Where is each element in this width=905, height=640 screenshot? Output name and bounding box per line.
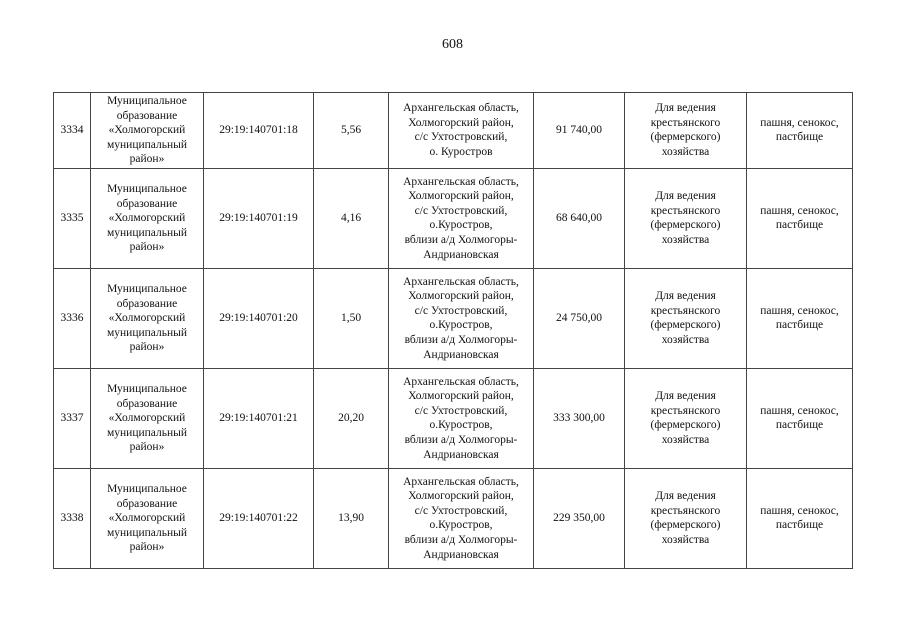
land-type-cell: пашня, сенокос, пастбище [747,93,853,169]
table-row [54,93,853,169]
address-cell: Архангельская область, Холмогорский район, с/с Ухтостровский, о.Куростров, вблизи а/д Холмогоры- Андриановская [389,168,534,268]
row-number-cell: 3336 [54,268,91,368]
land-type-cell: пашня, сенокос, пастбище [747,268,853,368]
row-number-cell: 3334 [54,93,91,169]
price-cell: 24 750,00 [534,268,625,368]
area-cell: 4,16 [314,168,389,268]
price-cell: 333 300,00 [534,368,625,468]
land-type-cell: пашня, сенокос, пастбище [747,368,853,468]
table-row [54,468,853,568]
owner-cell: Муниципальное образование «Холмогорский муниципальный район» [91,468,204,568]
land-type-cell: пашня, сенокос, пастбище [747,168,853,268]
owner-cell: Муниципальное образование «Холмогорский муниципальный район» [91,168,204,268]
table-row [54,368,853,468]
permitted-use-cell: Для ведения крестьянского (фермерского) хозяйства [625,268,747,368]
land-plots-table [53,92,853,569]
table-row [54,168,853,268]
owner-cell: Муниципальное образование «Холмогорский муниципальный район» [91,368,204,468]
cadastral-number-cell: 29:19:140701:20 [204,268,314,368]
table-row [54,268,853,368]
cadastral-number-cell: 29:19:140701:22 [204,468,314,568]
address-cell: Архангельская область, Холмогорский район, с/с Ухтостровский, о. Куростров [389,93,534,169]
address-cell: Архангельская область, Холмогорский район, с/с Ухтостровский, о.Куростров, вблизи а/д Холмогоры- Андриановская [389,368,534,468]
permitted-use-cell: Для ведения крестьянского (фермерского) хозяйства [625,368,747,468]
row-number-cell: 3338 [54,468,91,568]
owner-cell: Муниципальное образование «Холмогорский муниципальный район» [91,93,204,169]
page-number: 608 [442,37,463,52]
row-number-cell: 3337 [54,368,91,468]
address-cell: Архангельская область, Холмогорский район, с/с Ухтостровский, о.Куростров, вблизи а/д Холмогоры- Андриановская [389,268,534,368]
permitted-use-cell: Для ведения крестьянского (фермерского) хозяйства [625,93,747,169]
area-cell: 20,20 [314,368,389,468]
permitted-use-cell: Для ведения крестьянского (фермерского) хозяйства [625,168,747,268]
price-cell: 68 640,00 [534,168,625,268]
price-cell: 91 740,00 [534,93,625,169]
owner-cell: Муниципальное образование «Холмогорский муниципальный район» [91,268,204,368]
address-cell: Архангельская область, Холмогорский район, с/с Ухтостровский, о.Куростров, вблизи а/д Холмогоры- Андриановская [389,468,534,568]
area-cell: 5,56 [314,93,389,169]
cadastral-number-cell: 29:19:140701:19 [204,168,314,268]
cadastral-number-cell: 29:19:140701:18 [204,93,314,169]
area-cell: 1,50 [314,268,389,368]
price-cell: 229 350,00 [534,468,625,568]
land-type-cell: пашня, сенокос, пастбище [747,468,853,568]
area-cell: 13,90 [314,468,389,568]
permitted-use-cell: Для ведения крестьянского (фермерского) хозяйства [625,468,747,568]
row-number-cell: 3335 [54,168,91,268]
cadastral-number-cell: 29:19:140701:21 [204,368,314,468]
